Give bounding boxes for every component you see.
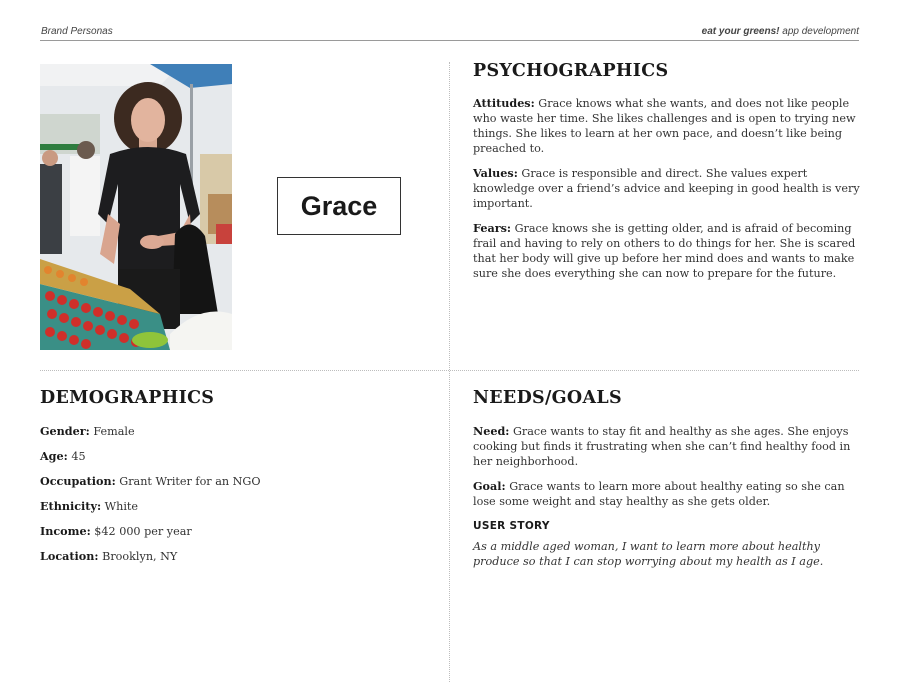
psychographics-section — [473, 96, 863, 291]
project-label — [702, 26, 859, 37]
project-suffix: app development — [779, 26, 859, 37]
demographic-location — [40, 549, 420, 564]
age-label: Age: — [40, 449, 68, 463]
occupation-value: Grant Writer for an NGO — [115, 475, 261, 488]
document-label: Brand Personas — [41, 26, 113, 37]
need-label: Need: — [473, 424, 510, 438]
values-text: Grace is responsible and direct. She values expert knowledge over a friend’s advice and keeping in good health is very important. — [473, 167, 860, 210]
location-label: Location: — [40, 549, 99, 563]
vertical-divider — [449, 62, 450, 682]
income-value: $42 000 per year — [90, 525, 192, 538]
location-value: Brooklyn, NY — [98, 550, 178, 563]
ethnicity-label: Ethnicity: — [40, 499, 102, 513]
attitudes-label: Attitudes: — [473, 96, 535, 110]
fears-label: Fears: — [473, 221, 512, 235]
gender-value: Female — [89, 425, 135, 438]
demographic-gender — [40, 424, 420, 439]
demographic-occupation — [40, 474, 420, 489]
goal-label: Goal: — [473, 479, 506, 493]
attitudes-text: Grace knows what she wants, and does not like people who waste her time. She likes challenges and is open to trying new things. She likes to learn at her own pace, and doesn’t like being preached to. — [473, 97, 856, 155]
user-story-text: As a middle aged woman, I want to learn more about healthy produce so that I can stop worrying about my health as I age. — [473, 540, 824, 568]
values-paragraph — [473, 166, 863, 211]
ethnicity-value: White — [101, 500, 139, 513]
occupation-label: Occupation: — [40, 474, 116, 488]
need-paragraph — [473, 424, 865, 469]
demographics-title: DEMOGRAPHICS — [40, 388, 215, 408]
fears-paragraph — [473, 221, 863, 281]
header-rule — [40, 40, 859, 41]
gender-label: Gender: — [40, 424, 90, 438]
needs-goals-section — [473, 424, 865, 579]
persona-photo — [40, 64, 232, 350]
psychographics-title: PSYCHOGRAPHICS — [473, 61, 669, 81]
persona-name: Grace — [277, 177, 401, 235]
attitudes-paragraph — [473, 96, 863, 156]
brand-name: eat your greens! — [701, 26, 780, 37]
need-text: Grace wants to stay fit and healthy as she ages. She enjoys cooking but finds it frustrating when she can’t find healthy food in her neighborhood. — [473, 425, 851, 468]
horizontal-divider — [40, 370, 859, 371]
income-label: Income: — [40, 524, 91, 538]
fears-text: Grace knows she is getting older, and is afraid of becoming frail and having to rely on others to do things for her. She is scared that her body will give up before her mind does and wants to make sure she does everything she can now to prepare for the future. — [473, 222, 856, 280]
age-value: 45 — [67, 450, 86, 463]
user-story-title: USER STORY — [473, 520, 550, 532]
demographic-age — [40, 449, 420, 464]
values-label: Values: — [473, 166, 518, 180]
demographics-section — [40, 424, 420, 574]
demographic-income — [40, 524, 420, 539]
goal-paragraph — [473, 479, 865, 509]
goal-text: Grace wants to learn more about healthy eating so she can lose some weight and stay healthy as she gets older. — [473, 480, 845, 508]
needs-goals-title: NEEDS/GOALS — [473, 388, 622, 408]
demographic-ethnicity — [40, 499, 420, 514]
